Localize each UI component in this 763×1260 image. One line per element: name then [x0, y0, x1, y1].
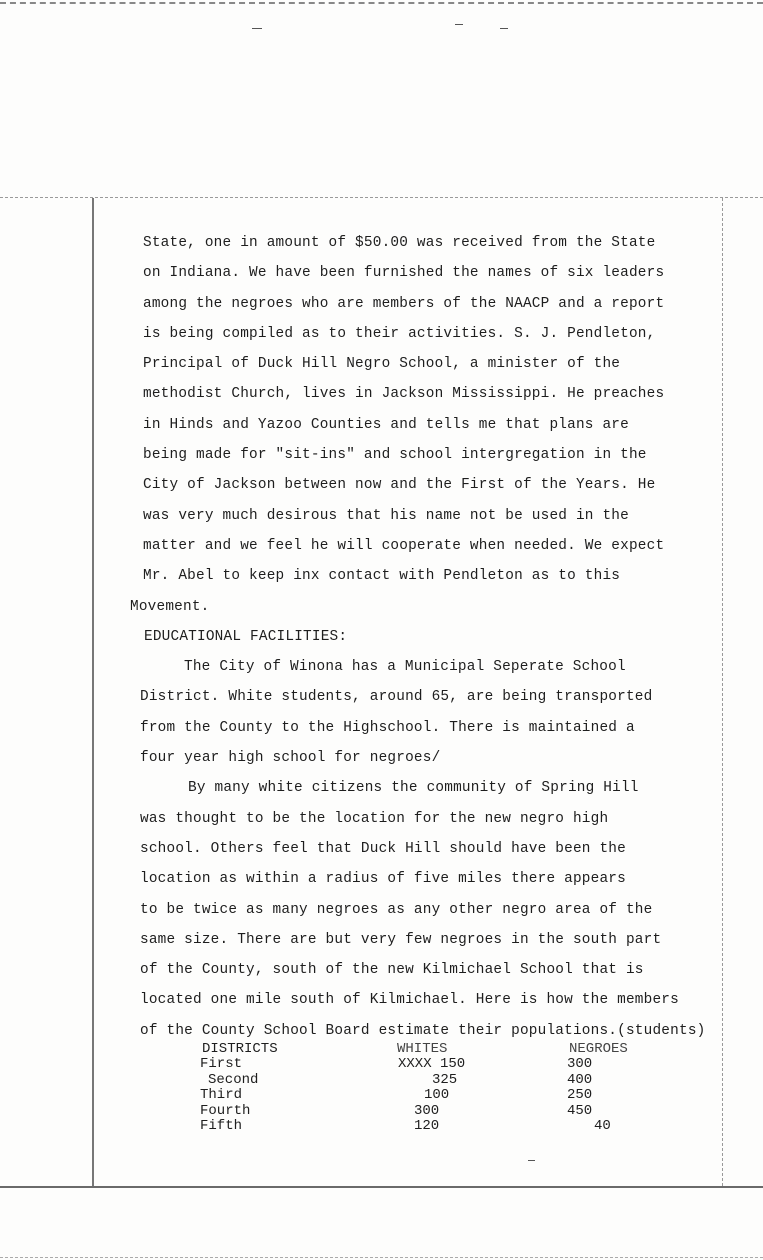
- body-line: City of Jackson between now and the First of the Years. He: [143, 477, 656, 494]
- section-line: of the County, south of the new Kilmichael School that is: [140, 962, 644, 979]
- body-line: in Hinds and Yazoo Counties and tells me that plans are: [143, 416, 629, 433]
- header-whites: WHITES: [397, 1041, 448, 1057]
- body-line: was very much desirous that his name not be used in the: [143, 507, 629, 524]
- negroes-cell: 300: [567, 1056, 593, 1073]
- header-negroes: NEGROES: [569, 1041, 628, 1057]
- section-line: The City of Winona has a Municipal Seperate School: [184, 659, 626, 676]
- page-top-border: [0, 197, 763, 198]
- section-line: of the County School Board estimate their populations.(students): [140, 1022, 706, 1039]
- header-districts: DISTRICTS: [202, 1041, 278, 1057]
- body-line: Principal of Duck Hill Negro School, a minister of the: [143, 356, 621, 373]
- table-row: [200, 1073, 660, 1088]
- body-line: Mr. Abel to keep inx contact with Pendleton as to this: [143, 568, 621, 585]
- section-line: District. White students, around 65, are being transported: [140, 689, 653, 706]
- scan-speck: [500, 28, 508, 29]
- section-line: from the County to the Highschool. There is maintained a: [140, 719, 635, 736]
- district-cell: Third: [200, 1087, 243, 1104]
- scan-speck: [455, 24, 463, 25]
- table-header-row: [200, 1042, 660, 1057]
- negroes-cell: 450: [567, 1102, 593, 1119]
- population-table: [200, 1042, 660, 1134]
- table-row: [200, 1104, 660, 1119]
- negroes-cell: 400: [567, 1071, 593, 1088]
- page-bottom-border: [0, 1186, 763, 1188]
- left-margin-line: [92, 198, 94, 1186]
- whites-cell: 325: [432, 1071, 458, 1088]
- district-cell: Fourth: [200, 1102, 251, 1119]
- body-line: Movement.: [130, 598, 210, 615]
- section-line: to be twice as many negroes as any other negro area of the: [140, 901, 653, 918]
- negroes-cell: 250: [567, 1087, 593, 1104]
- right-margin-line: [722, 198, 723, 1186]
- section-line: was thought to be the location for the new negro high: [140, 810, 609, 827]
- section-heading: EDUCATIONAL FACILITIES:: [144, 628, 348, 645]
- section-line: location as within a radius of five miles there appears: [140, 871, 626, 888]
- table-row: [200, 1088, 660, 1103]
- table-row: [200, 1057, 660, 1072]
- whites-cell: 120: [414, 1117, 440, 1134]
- scan-speck: [528, 1160, 535, 1161]
- scan-speck: [252, 28, 262, 29]
- negroes-cell: 40: [594, 1117, 611, 1134]
- scan-edge-top: [0, 2, 763, 4]
- section-line: located one mile south of Kilmichael. Here is how the members: [140, 992, 679, 1009]
- body-line: on Indiana. We have been furnished the names of six leaders: [143, 265, 665, 282]
- body-line: is being compiled as to their activities. S. J. Pendleton,: [143, 325, 656, 342]
- district-cell: Fifth: [200, 1117, 243, 1134]
- scan-edge-bottom: [0, 1257, 763, 1258]
- body-line: being made for "sit-ins" and school intergregation in the: [143, 447, 647, 464]
- body-line: State, one in amount of $50.00 was received from the State: [143, 235, 656, 251]
- section-line: By many white citizens the community of Spring Hill: [188, 780, 639, 797]
- whites-cell: 100: [424, 1087, 450, 1104]
- section-line: school. Others feel that Duck Hill should have been the: [140, 840, 626, 857]
- body-line: matter and we feel he will cooperate when needed. We expect: [143, 537, 665, 554]
- district-cell: First: [200, 1056, 243, 1073]
- body-line: methodist Church, lives in Jackson Mississippi. He preaches: [143, 386, 665, 403]
- body-line: among the negroes who are members of the NAACP and a report: [143, 295, 665, 312]
- table-row: [200, 1119, 660, 1134]
- whites-cell: XXXX 150: [398, 1056, 466, 1073]
- memo-text: [100, 228, 720, 1046]
- whites-cell: 300: [414, 1102, 440, 1119]
- section-line: same size. There are but very few negroes in the south part: [140, 931, 662, 948]
- section-line: four year high school for negroes/: [140, 750, 441, 767]
- district-cell: Second: [208, 1071, 259, 1088]
